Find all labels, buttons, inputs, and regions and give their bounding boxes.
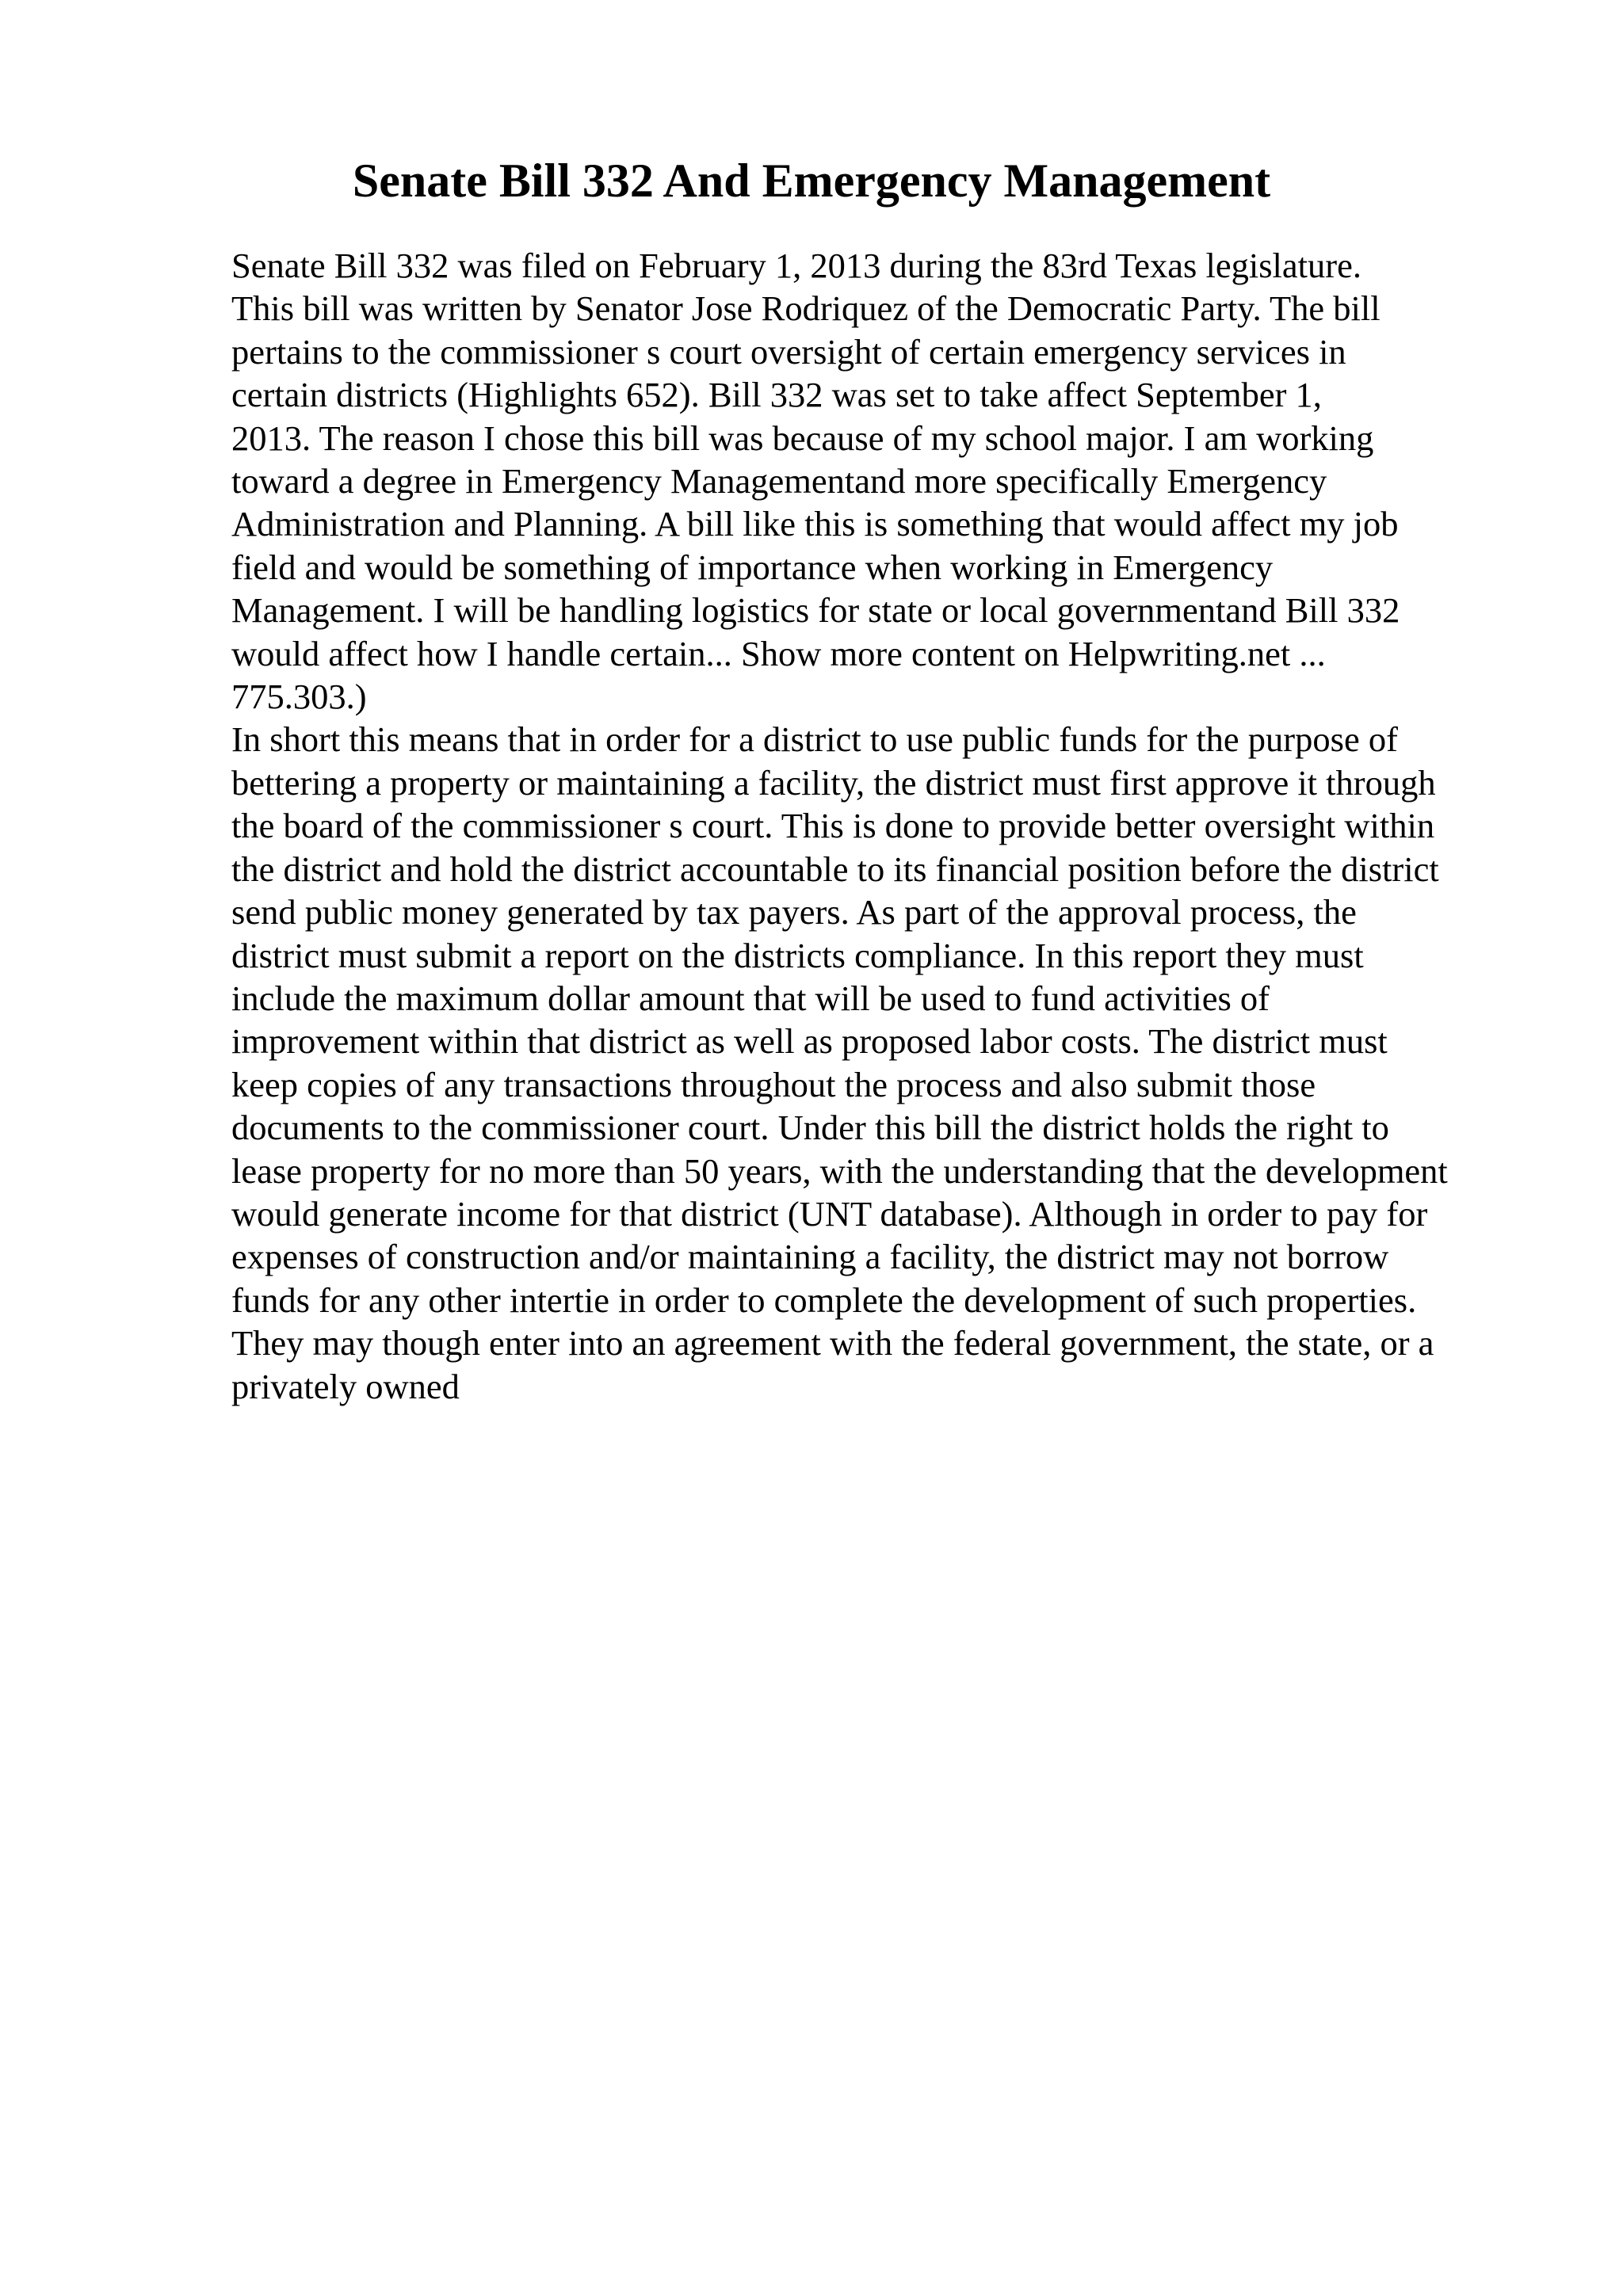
- text-line: would generate income for that district (UNT database). Although in order to pay for: [231, 1193, 1428, 1234]
- text-line: include the maximum dollar amount that will be used to fund activities of: [231, 978, 1270, 1018]
- text-line: would affect how I handle certain... Show more content on Helpwriting.net ...: [231, 633, 1326, 673]
- text-line: send public money generated by tax payers. As part of the approval process, the: [231, 892, 1357, 933]
- document-title: Senate Bill 332 And Emergency Management: [352, 154, 1271, 207]
- text-line: 775.303.): [231, 677, 367, 717]
- text-line: certain districts (Highlights 652). Bill 332 was set to take affect September 1,: [231, 375, 1322, 415]
- paragraph-1: [231, 244, 1515, 718]
- text-line: funds for any other intertie in order to complete the development of such properties.: [231, 1280, 1417, 1320]
- text-line: bettering a property or maintaining a facility, the district must first approve it through: [231, 762, 1436, 803]
- text-line: the district and hold the district accountable to its financial position before the district: [231, 849, 1439, 889]
- text-line: They may though enter into an agreement with the federal government, the state, or a: [231, 1323, 1434, 1363]
- text-line: This bill was written by Senator Jose Rodriquez of the Democratic Party. The bill: [231, 288, 1381, 329]
- text-line: the board of the commissioner s court. This is done to provide better oversight within: [231, 806, 1435, 846]
- text-line: 2013. The reason I chose this bill was because of my school major. I am working: [231, 418, 1374, 458]
- text-line: In short this means that in order for a district to use public funds for the purpose of: [231, 719, 1398, 760]
- text-line: lease property for no more than 50 years, with the understanding that the development: [231, 1150, 1448, 1191]
- paragraph-2: [231, 718, 1515, 1408]
- text-line: privately owned: [231, 1366, 460, 1406]
- text-line: improvement within that district as well as proposed labor costs. The district must: [231, 1021, 1388, 1062]
- text-line: keep copies of any transactions throughout the process and also submit those: [231, 1064, 1316, 1104]
- text-line: field and would be something of importance when working in Emergency: [231, 547, 1274, 587]
- text-line: toward a degree in Emergency Managementand more specifically Emergency: [231, 461, 1327, 502]
- text-line: documents to the commissioner court. Under this bill the district holds the right to: [231, 1108, 1389, 1148]
- text-line: Administration and Planning. A bill like this is something that would affect my job: [231, 504, 1399, 544]
- text-line: expenses of construction and/or maintaining a facility, the district may not borrow: [231, 1237, 1389, 1277]
- text-line: pertains to the commissioner s court oversight of certain emergency services in: [231, 331, 1346, 372]
- text-line: Management. I will be handling logistics for state or local governmentand Bill 332: [231, 590, 1400, 631]
- text-line: district must submit a report on the districts compliance. In this report they must: [231, 935, 1364, 975]
- text-line: Senate Bill 332 was filed on February 1, 2013 during the 83rd Texas legislature.: [231, 246, 1361, 285]
- document-body: [231, 244, 1515, 1408]
